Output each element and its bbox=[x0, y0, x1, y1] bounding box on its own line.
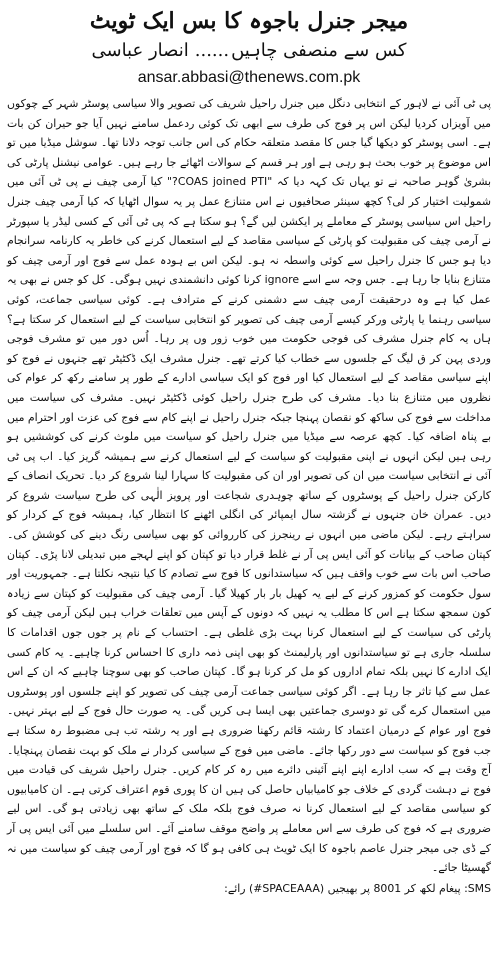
article-headline: میجر جنرل باجوہ کا بس ایک ٹویٹ bbox=[89, 8, 409, 34]
author-name: انصار عباسی bbox=[91, 40, 189, 61]
article-subtitle: کس سے منصفی چاہیں bbox=[231, 40, 407, 61]
subtitle-separator: ...... bbox=[194, 40, 230, 61]
article-body: پی ٹی آئی نے لاہور کے انتخابی دنگل میں جنرل راحیل شریف کی تصویر والا سیاسی پوسٹر شہر کے چوکوں میں آویزاں کردیا لیکن اس پر فوج کی طرف سے ابھی تک کوئی ردعمل سامنے نہیں آیا جو حیران کن بات ہے۔ اسی پوسٹر کو دیکھا گیا جس کا مقصد متعلقہ حکام کی اس جانب توجہ دلانا تھا۔ سوشل میڈیا میں تو اس موضوع پر خوب بحث ہو رہی ہے اور ہر قسم کے سوالات اٹھائے جا رہے ہیں۔ عوامی نیشنل پارٹی کی بشریٰ گوہر صاحبہ نے تو یہاں تک کہہ دیا کہ "COAS joined PTI?" کیا آرمی چیف نے پی ٹی آئی میں شمولیت اختیار کر لی؟ کچھ سینئر صحافیوں نے اس متنازع عمل پر یہ سوال اٹھایا کہ کیا آرمی چیف جنرل راحیل اس سیاسی پوسٹر کے معاملے پر ایکشن لیں گے؟ ہو سکتا ہے کہ پی ٹی آئی کے کسی لیڈر یا سپورٹر نے آرمی چیف کی مقبولیت کو پارٹی کے سیاسی مقاصد کے لیے استعمال کرنے کی خاطر یہ کارنامہ سرانجام دیا ہو جس کا جنرل راحیل سے کوئی واسطہ نہ ہو۔ لیکن اس بے ہودہ عمل سے فوج اور آرمی چیف کو متنازع بنایا جا رہا ہے۔ جس وجہ سے اسے ignore کرنا کوئی دانشمندی نہیں ہوگی۔ کل کو جس نے بھی یہ عمل کیا ہے وہ درحقیقت آرمی چیف سے دشمنی کرنے کے مترادف ہے۔ کوئی سیاسی جماعت، کوئی سیاسی رہنما یا پارٹی ورکر کیسے آرمی چیف کی تصویر کو انتخابی سیاست کے لیے استعمال کر سکتا ہے؟ ہاں یہ کام جنرل مشرف کی فوجی حکومت میں خوب زور وں پر رہا۔ اُس دور میں تو مشرف فوجی وردی پہن کر ق لیگ کے جلسوں سے خطاب کیا کرتے تھے۔ جنرل مشرف ایک ڈکٹیٹر تھے جنہوں نے فوج کو اپنے سیاسی مقاصد کے لیے استعمال کیا اور فوج کو ایک سیاسی ادارے کے طور پر سامنے رکھ کر عوام کی نظروں میں متنازع بنا دیا۔ مشرف کی طرح جنرل راحیل کوئی ڈکٹیٹر نہیں۔ مشرف کی سیاست میں مداخلت سے فوج کی ساکھ کو نقصان پہنچا جبکہ جنرل راحیل نے اپنے کام سے فوج کی عزت اور احترام میں بے پناہ اضافہ کیا۔ کچھ عرصہ سے میڈیا میں جنرل راحیل کو سیاست میں ملوث کرنے کی کوششیں ہو رہی ہیں لیکن انہوں نے اپنی مقبولیت کو سیاست کے لیے استعمال کرنے سے ہمیشہ گریز کیا۔ اب پی ٹی آئی نے انتخابی سیاست میں ان کی تصویر اور ان کی مقبولیت کا سہارا لینا شروع کر دیا۔ تحریک انصاف کے کارکن جنرل راحیل کے پوسٹروں کے ساتھ چوہدری شجاعت اور پرویز الٰہی کی طرح سیاست شروع کر دیں۔ عمران خان جنہوں نے گزشتہ سال ایمپائر کی انگلی اٹھنے کا انتظار کیا، ہمیشہ فوج کے کردار کو سراہتے رہے۔ لیکن ماضی میں انہوں نے رینجرز کی کارروائی کو بھی سیاسی رنگ دینے کی کوشش کی۔ کپتان صاحب کے بیانات کو آئی ایس پی آر نے غلط قرار دیا تو کپتان کو اپنے لہجے میں تبدیلی لانا پڑی۔ کپتان صاحب اس بات سے خوب واقف ہیں کہ سیاستدانوں کا فوج سے تصادم کا کیا نتیجہ نکلتا ہے۔ جمہوریت اور سول حکومت کو کمزور کرنے کے لیے یہ کھیل بار بار کھیلا گیا۔ آرمی چیف کی مقبولیت کو کپتان سے زیادہ کون سمجھ سکتا ہے اس کا مطلب یہ نہیں کہ دونوں کے آپس میں تعلقات خراب ہیں لیکن آرمی چیف کو پارٹی کی سیاست کے لیے استعمال کرنا بہت بڑی غلطی ہے۔ احتساب کے نام پر جوں جوں اقدامات کا سلسلہ جاری ہے تو سیاستدانوں اور پارلیمنٹ کو بھی اپنی ذمہ داری کا احساس کرنا چاہیے۔ یہ کام کسی ایک ادارے کا نہیں بلکہ تمام اداروں کو مل کر کرنا ہو گا۔ کپتان صاحب کو بھی سوچنا چاہیے کہ ان کے اس عمل سے کیا تاثر جا رہا ہے۔ اگر کوئی سیاسی جماعت آرمی چیف کی تصویر کو اپنے جلسوں اور پوسٹروں میں استعمال کرے گی تو دوسری جماعتیں بھی ایسا ہی کریں گی۔ یہ صورت حال فوج کے لیے بہتر نہیں۔ فوج اور عوام کے درمیان اعتماد کا رشتہ قائم رکھنا ضروری ہے اور یہ رشتہ تب ہی مضبوط رہ سکتا ہے جب فوج کو سیاست سے دور رکھا جائے۔ ماضی میں فوج کے سیاسی کردار نے ملک کو بہت نقصان پہنچایا۔ آج وقت ہے کہ سب ادارے اپنے اپنے آئینی دائرے میں رہ کر کام کریں۔ جنرل راحیل شریف کی قیادت میں فوج نے دہشت گردی کے خلاف جو کامیابیاں حاصل کی ہیں ان کا پوری قوم اعتراف کرتی ہے۔ ان کامیابیوں کو سیاسی مقاصد کے لیے استعمال کرنا نہ صرف فوج بلکہ ملک کے ساتھ بھی زیادتی ہو گی۔ اس لیے ضروری ہے کہ فوج کی طرف سے اس معاملے پر واضح موقف سامنے آئے۔ اس سلسلے میں آئی ایس پی آر کے ڈی جی میجر جنرل عاصم باجوہ کا ایک ٹویٹ ہی کافی ہو گا کہ فوج اور آرمی چیف کو سیاست میں نہ گھسیٹا جائے۔ bbox=[7, 97, 492, 875]
author-email: ansar.abbasi@thenews.com.pk bbox=[137, 69, 361, 86]
sms-footer: SMS: پیغام لکھ کر 8001 پر بھیجیں (SPACEAAA#) رائے: bbox=[224, 881, 491, 895]
article-subtitle-line bbox=[7, 38, 491, 66]
